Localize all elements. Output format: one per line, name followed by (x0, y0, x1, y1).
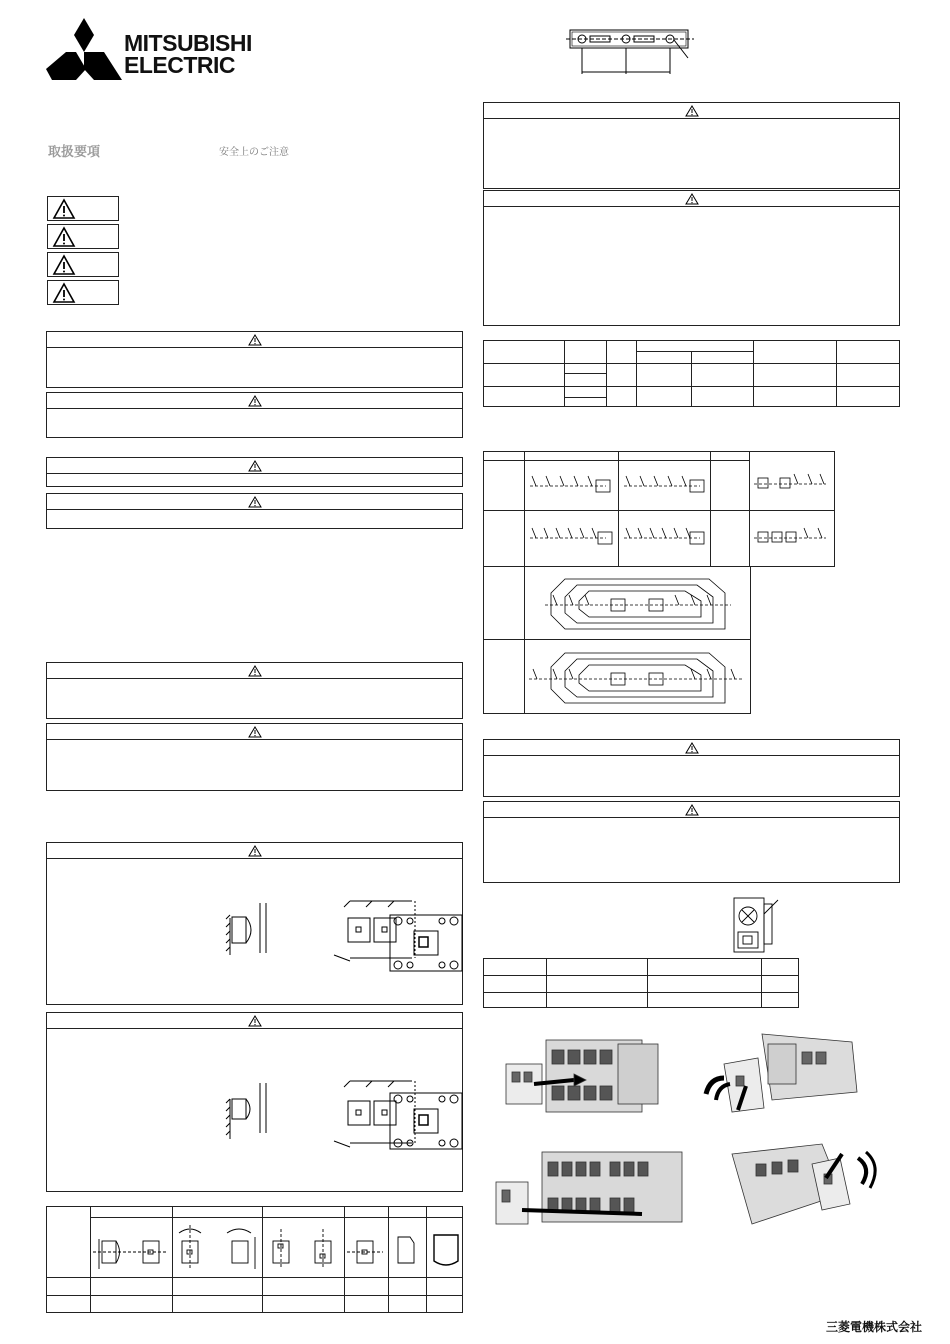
warning-box-r2 (483, 190, 900, 326)
document-subtitle: 安全上のご注意 (219, 147, 289, 158)
signal-box-4 (47, 280, 119, 305)
terminal-table (483, 958, 799, 1008)
warning-triangle-icon (248, 460, 262, 472)
warning-triangle-icon (248, 1015, 262, 1027)
warning-box-3 (46, 457, 463, 487)
warning-box-4 (46, 493, 463, 529)
photo-panel-3 (492, 1140, 692, 1230)
warning-triangle-icon (52, 198, 76, 220)
warning-box-r4 (483, 801, 900, 883)
warning-triangle-icon (52, 226, 76, 248)
specification-table (483, 340, 900, 407)
warning-triangle-icon (685, 742, 699, 754)
warning-triangle-icon (685, 105, 699, 117)
contactor-front-view-2 (388, 1091, 464, 1151)
warning-triangle-icon (52, 254, 76, 276)
reversing-wiring-diagrams (525, 567, 751, 713)
warning-box-mounting-2 (46, 1012, 463, 1192)
warning-box-1 (46, 331, 463, 388)
wiring-diagram-table-bottom (483, 566, 751, 714)
warning-box-mounting-1 (46, 842, 463, 1005)
warning-box-r3 (483, 739, 900, 797)
warning-box-5 (46, 662, 463, 719)
warning-triangle-icon (685, 804, 699, 816)
warning-triangle-icon (248, 395, 262, 407)
warning-triangle-icon (248, 726, 262, 738)
contactor-front-view-1 (388, 913, 464, 973)
brand-line-1: MITSUBISHI (124, 30, 252, 56)
rail-mounting-diagram (566, 18, 706, 88)
document-title: 取扱要項 (48, 145, 101, 160)
photo-panel-1 (498, 1022, 693, 1117)
brand-line-2: ELECTRIC (124, 52, 235, 78)
terminal-screw-diagram (728, 890, 784, 954)
photo-panel-4 (712, 1134, 882, 1234)
signal-box-2 (47, 224, 119, 249)
warning-triangle-icon (248, 334, 262, 346)
warning-triangle-icon (685, 193, 699, 205)
wiring-diagram-table-top (483, 451, 835, 567)
photo-panel-2 (702, 1022, 872, 1117)
signal-box-1 (47, 196, 119, 221)
mitsubishi-logo (46, 18, 122, 80)
brand-name (124, 32, 252, 76)
warning-triangle-icon (248, 496, 262, 508)
company-name: 三菱電機株式会社 (825, 1320, 922, 1334)
warning-triangle-icon (248, 845, 262, 857)
three-diamonds-logo-icon (46, 18, 122, 80)
signal-box-3 (47, 252, 119, 277)
warning-triangle-icon (248, 665, 262, 677)
mounting-orientation-table (46, 1206, 463, 1313)
warning-box-2 (46, 392, 463, 438)
warning-box-6 (46, 723, 463, 791)
warning-triangle-icon (52, 282, 76, 304)
warning-box-r1 (483, 102, 900, 189)
orientation-icons (47, 1219, 463, 1277)
contact-wiring-diagrams (524, 456, 834, 566)
